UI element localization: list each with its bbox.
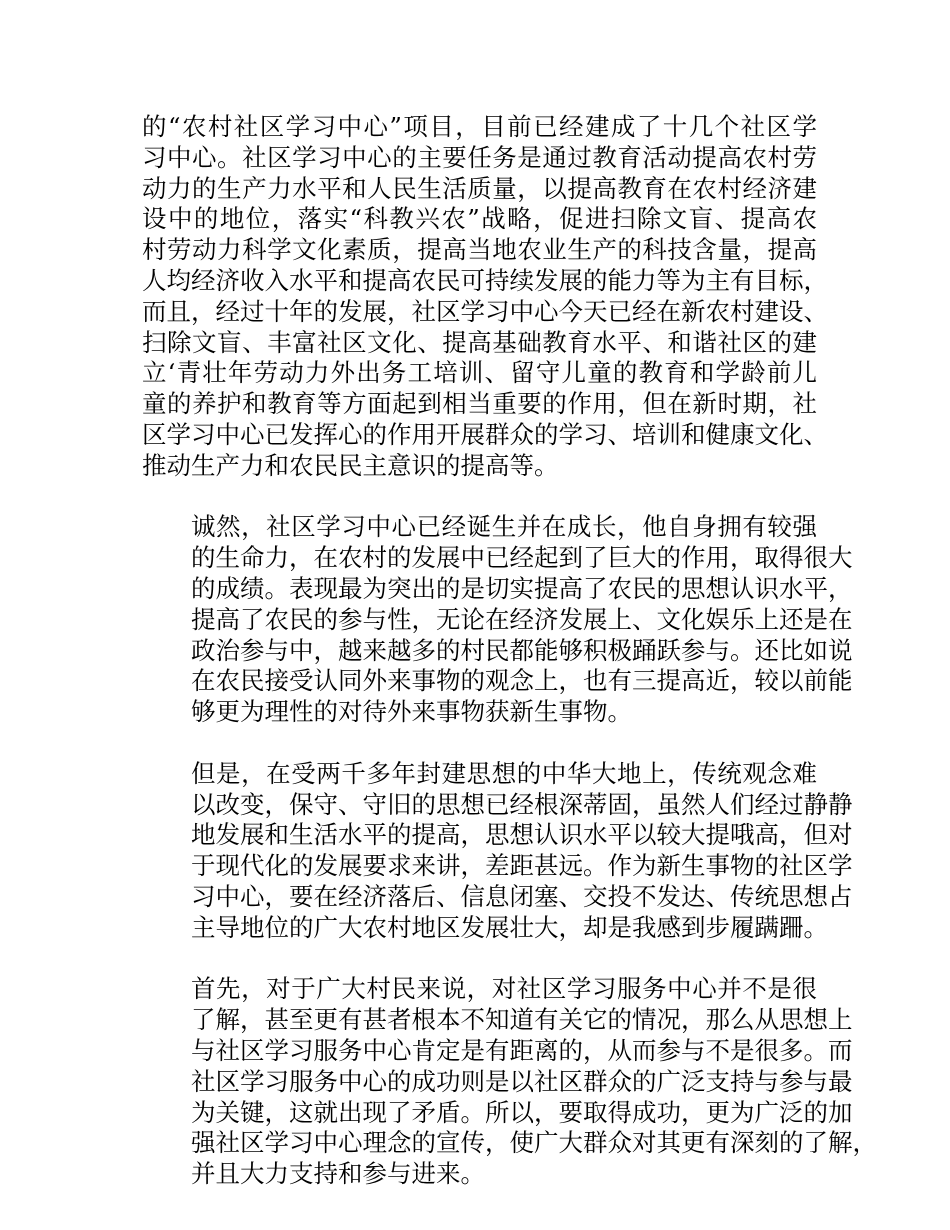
text-line: 了解，甚至更有甚者根本不知道有关它的情况，那么从思想上 xyxy=(191,1005,853,1035)
text-line: 村劳动力科学文化素质，提高当地农业生产的科技含量，提高 xyxy=(142,235,817,265)
paragraph-1 xyxy=(142,112,828,482)
text-line: 人均经济收入水平和提高农民可持续发展的能力等为主有目标， xyxy=(142,265,828,295)
text-line: 在农民接受认同外来事物的观念上，也有三提高近，较以前能 xyxy=(191,666,853,696)
text-line: 习中心。社区学习中心的主要任务是通过教育活动提高农村劳 xyxy=(142,142,817,172)
text-line: 提高了农民的参与性，无论在经济发展上、文化娱乐上还是在 xyxy=(191,604,853,634)
text-line: 区学习中心已发挥心的作用开展群众的学习、培训和健康文化、 xyxy=(142,419,828,449)
paragraph-2 xyxy=(142,512,853,728)
text-line: 立‘青壮年劳动力外出务工培训、留守儿童的教育和学龄前儿 xyxy=(142,358,817,388)
text-line: 扫除文盲、丰富社区文化、提高基础教育水平、和谐社区的建 xyxy=(142,327,817,357)
text-line: 强社区学习中心理念的宣传，使广大群众对其更有深刻的了解， xyxy=(191,1128,877,1158)
text-line: 推动生产力和农民民主意识的提高等。 xyxy=(142,450,559,480)
text-line: 社区学习服务中心的成功则是以社区群众的广泛支持与参与最 xyxy=(191,1066,853,1096)
paragraph-3 xyxy=(142,758,853,944)
text-line: 与社区学习服务中心肯定是有距离的，从而参与不是很多。而 xyxy=(191,1035,853,1065)
text-line: 于现代化的发展要求来讲，差距甚远。作为新生事物的社区学 xyxy=(191,851,853,881)
text-line: 的“农村社区学习中心”项目，目前已经建成了十几个社区学 xyxy=(142,112,817,141)
text-line: 并且大力支持和参与进来。 xyxy=(191,1159,485,1189)
text-line: 为关键，这就出现了矛盾。所以，要取得成功，更为广泛的加 xyxy=(191,1097,853,1127)
text-line: 主导地位的广大农村地区发展壮大，却是我感到步履蹒跚。 xyxy=(191,912,828,942)
text-line: 而且，经过十年的发展，社区学习中心今天已经在新农村建设、 xyxy=(142,296,828,326)
text-line: 的成绩。表现最为突出的是切实提高了农民的思想认识水平， xyxy=(191,573,853,603)
text-line: 诚然，社区学习中心已经诞生并在成长，他自身拥有较强 xyxy=(191,512,817,542)
paragraph-4 xyxy=(142,974,877,1190)
text-line: 首先，对于广大村民来说，对社区学习服务中心并不是很 xyxy=(191,974,817,1004)
text-line: 但是，在受两千多年封建思想的中华大地上，传统观念难 xyxy=(191,758,817,788)
text-line: 设中的地位，落实“科教兴农”战略，促进扫除文盲、提高农 xyxy=(142,204,817,234)
text-line: 以改变，保守、守旧的思想已经根深蒂固，虽然人们经过静静 xyxy=(191,789,853,819)
text-line: 政治参与中，越来越多的村民都能够积极踊跃参与。还比如说 xyxy=(191,635,853,665)
text-line: 地发展和生活水平的提高，思想认识水平以较大提哦高，但对 xyxy=(191,820,853,850)
text-line: 的生命力，在农村的发展中已经起到了巨大的作用，取得很大 xyxy=(191,543,853,573)
text-line: 习中心，要在经济落后、信息闭塞、交投不发达、传统思想占 xyxy=(191,881,853,911)
document-body xyxy=(142,112,877,1221)
text-line: 动力的生产力水平和人民生活质量，以提高教育在农村经济建 xyxy=(142,173,817,203)
text-line: 童的养护和教育等方面起到相当重要的作用，但在新时期，社 xyxy=(142,389,817,419)
text-line: 够更为理性的对待外来事物获新生事物。 xyxy=(191,697,632,727)
